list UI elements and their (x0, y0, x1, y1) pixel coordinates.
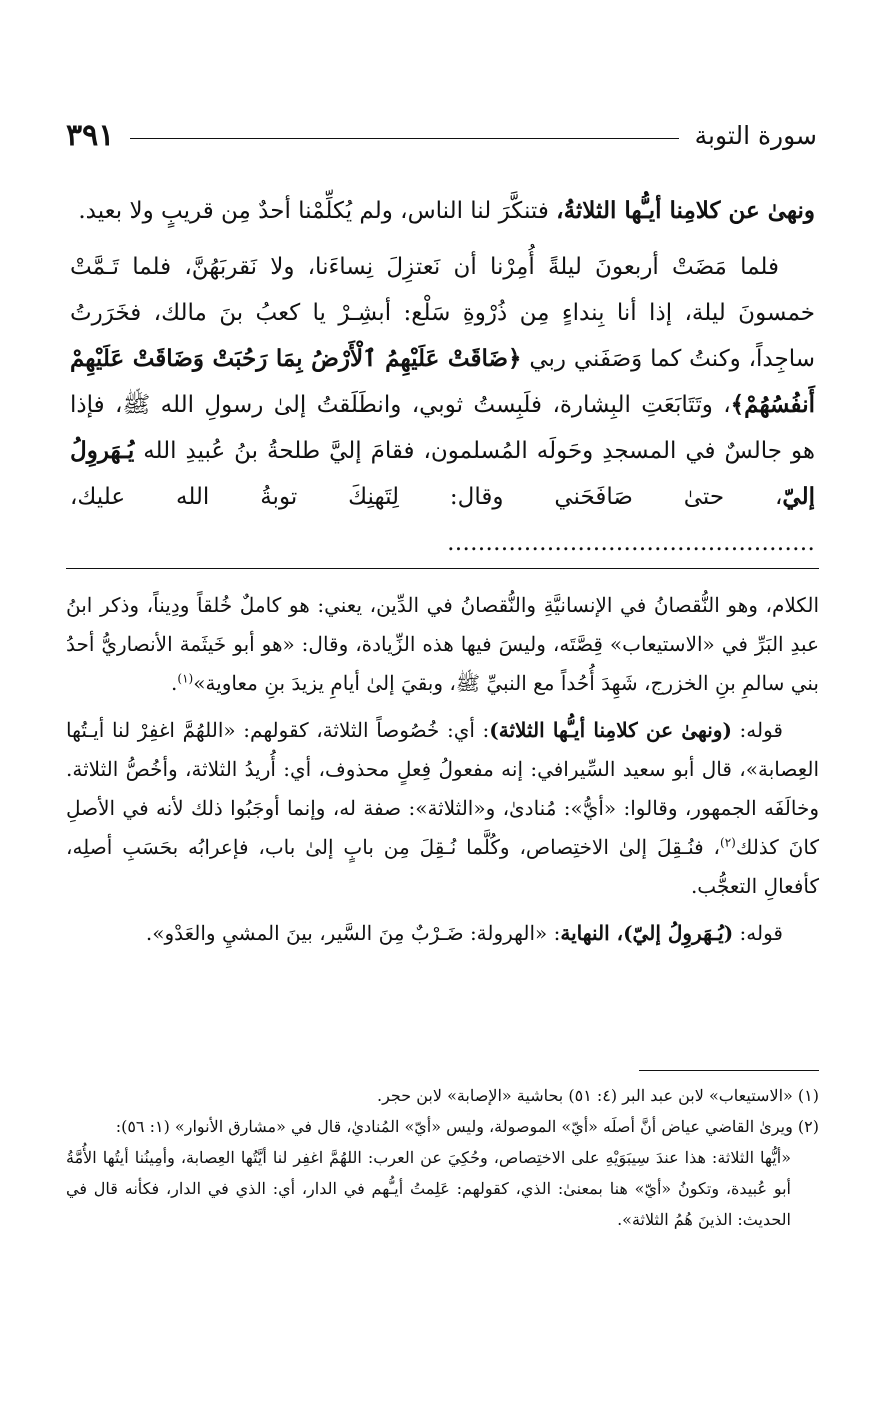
commentary-text-span: : أي: خُصُوصاً الثلاثة، كقولهم: «اللهُمَّ اغفِرْ لنا أيـتُها العِصابة»، قال أبو سعيد السِّيرافي: إنه مفعولُ فِعلٍ محذوف، أي: أُريدُ الثلاثة، وأخُصُّ الثلاثة. وخالَفَه الجمهور، وقالوا: «أيُّ»: مُنادىٰ، و«الثلاثة»: صفة له، وإنما أوجَبُوا ذلك لأنه في الأصلِ كانَ كذلك (66, 718, 819, 859)
commentary-paragraph-2 (66, 711, 819, 906)
commentary-bold-phrase: (ونهىٰ عن كلامِنا أيـُّها الثلاثة) (489, 718, 732, 742)
footnote-divider (639, 1070, 819, 1071)
commentary-text-span: ، فنُـقِلَ إلىٰ الاختِصاص، وكُلَّما نُـقِلَ مِن بابٍ إلىٰ باب، فإعرابُه بحَسَبِ أصلِه، كأفعالِ التعجُّب. (66, 835, 819, 898)
footnotes (66, 1080, 819, 1235)
commentary-paragraph-1 (66, 586, 819, 703)
page-header (66, 112, 817, 158)
commentary-text-span: : «الهرولة: ضَـرْبٌ مِنَ السَّير، بينَ المشيِ والعَدْو». (145, 921, 561, 945)
commentary-text-span: الكلام، وهو النُّقصانُ في الإنسانيَّةِ والنُّقصانُ في الدِّين، يعني: هو كاملٌ خُلقاً ودِيناً، وذكر ابنُ عبدِ البَرِّ في «الاستيعاب» قِصَّتَه، وليسَ فيها هذه الزِّيادة، وقال: «هو أبو خَيثَمة الأنصاريُّ أحدُ بني سالمِ بنِ الخزرج، شَهِدَ أُحُداً مع النبيِّ ﷺ، وبقيَ إلىٰ أيامِ يزيدَ بنِ معاوية» (66, 593, 819, 695)
hadith-text (70, 188, 815, 576)
hadith-text-span: ، وتَتَابَعَتِ البِشارة، فلَبِستُ ثوبي، وانطَلَقتُ إلىٰ رسولِ الله ﷺ، فإذا هو جالسٌ في المسجدِ وحَولَه المُسلمون، فقامَ إليَّ طلحةُ بنُ عُبيدِ الله (70, 392, 815, 464)
hadith-paragraph-2 (70, 244, 815, 566)
footnote-ref-1: (١) (177, 671, 194, 686)
footnote-2: (٢) ويرىٰ القاضي عياض أنَّ أصلَه «أيّ» الموصولة، وليس «أيّ» المُناديٰ، قال في «مشارق الأنوار» (١: ٥٦): (115, 1117, 819, 1136)
hadith-text-span: فتنكَّرَ لنا الناس، ولم يُكلِّمْنا أحدٌ مِن قريبٍ ولا بعيد. (78, 198, 557, 224)
footnote-ref-2: (٢) (720, 835, 736, 850)
commentary-bold-phrase: (يُـهَروِلُ إليّ)، النهاية (560, 921, 734, 945)
commentary-text (66, 586, 819, 961)
hadith-bold-phrase: يُـهَروِلُ إليّ (70, 437, 815, 510)
continuation-dots: ………………………………………… (447, 530, 815, 556)
surah-title: سورة التوبة (694, 120, 817, 150)
commentary-text-span: قوله: (731, 718, 783, 742)
hadith-text-span: فلما مَضَتْ أربعونَ ليلةً أُمِرْنا أن نَعتزِلَ نِساءَنا، ولا نَقربَهُنَّ، فلما تَـمَّتْ خمسونَ ليلة، إذا أنا بِنداءٍ مِن ذُرْوةِ سَلْع: أبشِـرْ يا كعبُ بنَ مالك، فخَرَرتُ ساجِداً، وكنتُ كما وَصَفَني ربي (70, 254, 815, 372)
commentary-text-span: . (171, 671, 178, 695)
quran-verse: ﴿ضَاقَتْ عَلَيْهِمُ ٱلْأَرْضُ بِمَا رَحُبَتْ وَضَاقَتْ عَلَيْهِمْ أَنفُسُهُمْ﴾ (70, 345, 815, 418)
hadith-paragraph-1 (70, 188, 815, 234)
section-divider (66, 568, 819, 569)
hadith-text-span: ، حتىٰ صَافَحَني وقال: لِتَهنِكَ توبةُ الله عليك، (70, 484, 783, 510)
commentary-text-span: قوله: (733, 921, 783, 945)
footnote-2-quote: «أيُّها الثلاثة: هذا عندَ سِيبَوَيْهِ على الاختِصاص، وحُكِيَ عن العرب: اللهُمَّ اغفِر لنا أيَّتُها العِصابة، وأمِينُنا أيتُها الأُمَّةُ أبو عُبيدة، وتكونُ «أيّ» هنا بمعنىٰ: الذي، كقولهم: عَلِمتُ أيـُّهم في الدار، أي: الذي في الدار، فكأنه قال في الحديث: الذينَ هُمُ الثلاثة». (66, 1148, 791, 1229)
commentary-paragraph-3 (66, 914, 819, 953)
hadith-bold-phrase: ونهىٰ عن كلامِنا أيـُّها الثلاثةُ، (556, 197, 815, 224)
page-number: ٣٩١ (66, 117, 115, 153)
header-rule (130, 138, 678, 139)
footnote-1: (١) «الاستيعاب» لابن عبد البر (٤: ٥١) بحاشية «الإصابة» لابن حجر. (377, 1086, 819, 1105)
